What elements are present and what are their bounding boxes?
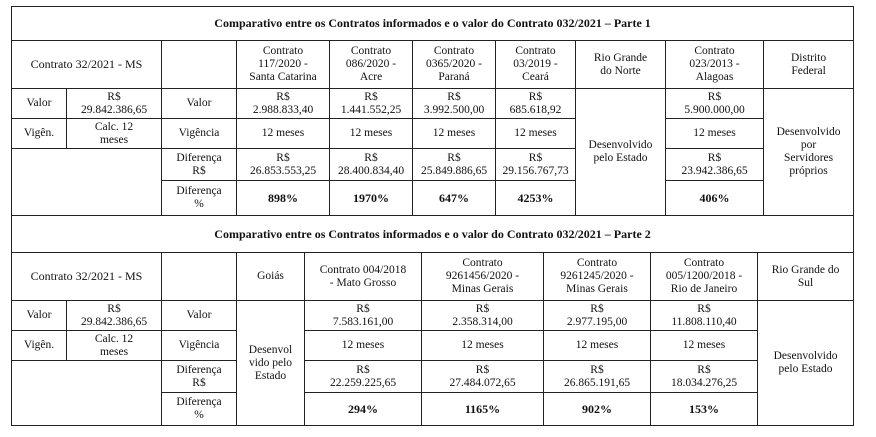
row-label-vigencia: Vigência [162,331,237,361]
cell-valor: R$ 2.358.314,00 [422,301,544,331]
empty-base-cell [12,361,162,426]
cell-valor: R$ 2.977.195,00 [544,301,651,331]
cell-vigencia: 12 meses [666,119,764,149]
row-label-valor: Valor [162,89,237,119]
comparison-table-part-2 [11,215,854,426]
contract-header: Contrato 9261245/2020 - Minas Gerais [544,253,651,301]
base-validity-label: Vigên. [12,119,67,149]
base-validity: Calc. 12 meses [67,119,162,149]
cell-diferenca-pct: 1970% [330,181,413,216]
table-title: Comparativo entre os Contratos informados e o valor do Contrato 032/2021 – Parte 1 [12,7,854,41]
base-contract-header: Contrato 32/2021 - MS [12,41,162,89]
cell-valor: R$ 2.988.833,40 [237,89,330,119]
cell-diferenca-pct: 647% [413,181,496,216]
contract-header: Contrato 004/2018 - Mato Grosso [305,253,422,301]
rgn-note: Desenvolvido pelo Estado [576,89,666,216]
cell-diferenca-rs: R$ 25.849.886,65 [413,149,496,181]
cell-diferenca-pct: 406% [666,181,764,216]
goias-header: Goiás [237,253,305,301]
base-contract-header: Contrato 32/2021 - MS [12,253,162,301]
df-note: Desenvolvido por Servidores próprios [764,89,854,216]
base-value: R$ 29.842.386,65 [67,89,162,119]
cell-diferenca-rs: R$ 26.865.191,65 [544,361,651,393]
base-value: R$ 29.842.386,65 [67,301,162,331]
rgs-note: Desenvolvido pelo Estado [758,301,854,426]
row-label-valor: Valor [162,301,237,331]
comparison-table-part-1 [11,6,854,216]
cell-diferenca-rs: R$ 18.034.276,25 [651,361,758,393]
row-label-diferenca-pct: Diferença % [162,393,237,426]
cell-diferenca-pct: 902% [544,393,651,426]
cell-valor: R$ 5.900.000,00 [666,89,764,119]
cell-vigencia: 12 meses [496,119,576,149]
base-validity-label: Vigên. [12,331,67,361]
cell-diferenca-pct: 294% [305,393,422,426]
cell-diferenca-pct: 153% [651,393,758,426]
contract-header: Contrato 9261456/2020 - Minas Gerais [422,253,544,301]
table-title: Comparativo entre os Contratos informados e o valor do Contrato 032/2021 – Parte 2 [12,216,854,253]
cell-vigencia: 12 meses [330,119,413,149]
cell-valor: R$ 7.583.161,00 [305,301,422,331]
cell-vigencia: 12 meses [413,119,496,149]
cell-vigencia: 12 meses [651,331,758,361]
contract-header: Contrato 005/1200/2018 - Rio de Janeiro [651,253,758,301]
empty-header-cell [162,253,237,301]
contract-header: Contrato 03/2019 - Ceará [496,41,576,89]
base-validity: Calc. 12 meses [67,331,162,361]
goias-note: Desenvol vido pelo Estado [237,301,305,426]
cell-diferenca-rs: R$ 22.259.225,65 [305,361,422,393]
cell-diferenca-pct: 1165% [422,393,544,426]
contract-header: Contrato 023/2013 - Alagoas [666,41,764,89]
base-value-label: Valor [12,301,67,331]
row-label-diferenca-pct: Diferença % [162,181,237,216]
row-label-diferenca-rs: Diferença R$ [162,149,237,181]
row-label-diferenca-rs: Diferença R$ [162,361,237,393]
cell-valor: R$ 1.441.552,25 [330,89,413,119]
cell-vigencia: 12 meses [237,119,330,149]
contract-header: Contrato 117/2020 - Santa Catarina [237,41,330,89]
cell-valor: R$ 3.992.500,00 [413,89,496,119]
cell-valor: R$ 685.618,92 [496,89,576,119]
empty-base-cell [12,149,162,216]
cell-valor: R$ 11.808.110,40 [651,301,758,331]
cell-diferenca-pct: 4253% [496,181,576,216]
df-header: Distrito Federal [764,41,854,89]
cell-vigencia: 12 meses [422,331,544,361]
rgs-header: Rio Grande do Sul [758,253,854,301]
empty-header-cell [162,41,237,89]
contract-header: Contrato 086/2020 - Acre [330,41,413,89]
contract-header: Contrato 0365/2020 - Paraná [413,41,496,89]
cell-vigencia: 12 meses [305,331,422,361]
base-value-label: Valor [12,89,67,119]
cell-vigencia: 12 meses [544,331,651,361]
cell-diferenca-rs: R$ 23.942.386,65 [666,149,764,181]
cell-diferenca-rs: R$ 29.156.767,73 [496,149,576,181]
cell-diferenca-pct: 898% [237,181,330,216]
row-label-vigencia: Vigência [162,119,237,149]
cell-diferenca-rs: R$ 27.484.072,65 [422,361,544,393]
cell-diferenca-rs: R$ 26.853.553,25 [237,149,330,181]
cell-diferenca-rs: R$ 28.400.834,40 [330,149,413,181]
rgn-header: Rio Grande do Norte [576,41,666,89]
